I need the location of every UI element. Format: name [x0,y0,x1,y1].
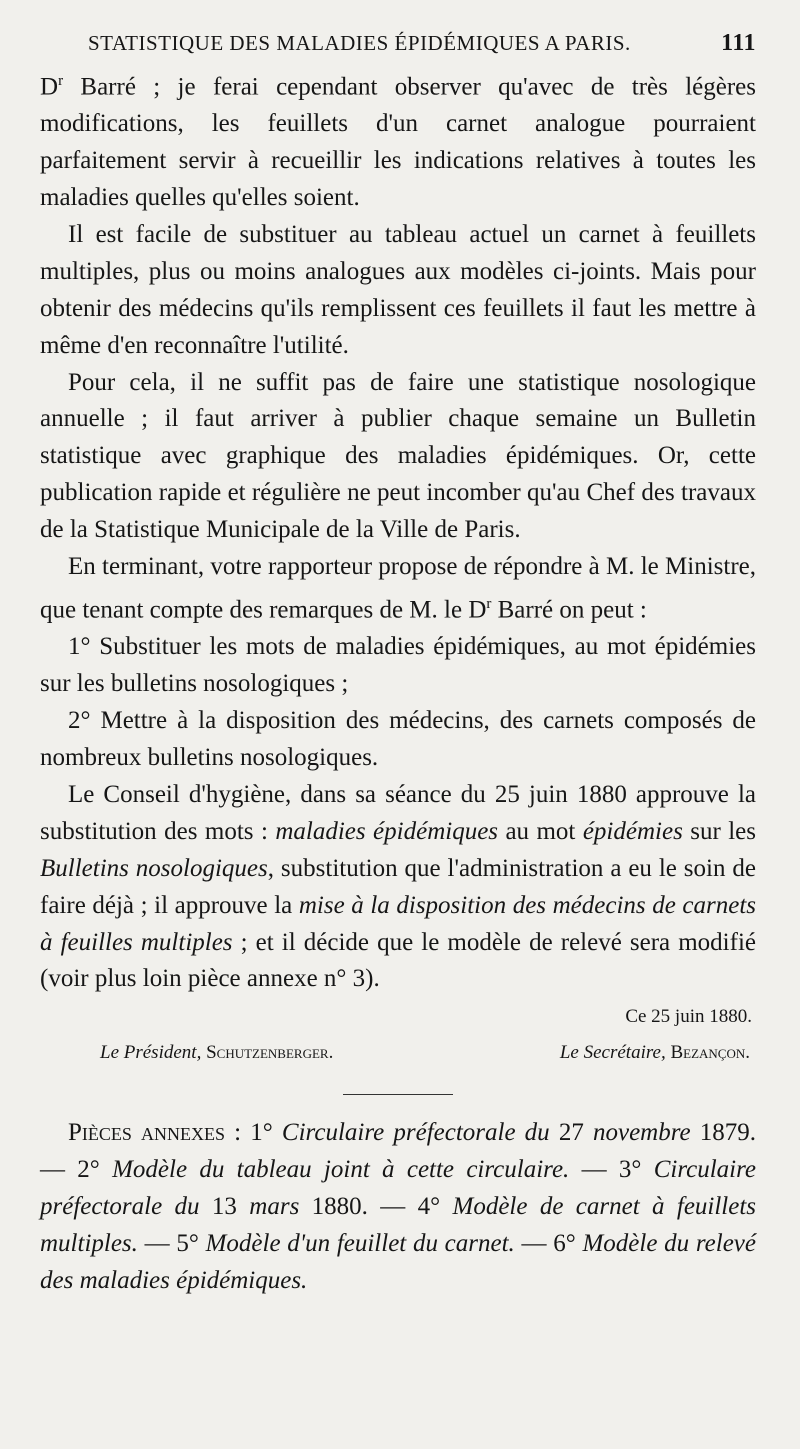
doctor-abbrev-sup: r [486,596,492,613]
council-c: sur les [682,817,756,845]
annex-3-year: 1880. — 4° [299,1193,453,1221]
secretary-name: Bezançon. [670,1042,750,1064]
doctor-abbrev: D [40,73,59,101]
paragraph-1-text: Barré ; je ferai cependant observer qu'avec de très légères modifications, les feuillets d'un carnet analogue pourraient parfaitement servir à recueillir les indications relatives à toutes les maladies quelles qu'elles soient. [40,73,756,212]
annex-1-year: 1879. — 2° [40,1119,757,1184]
signature-line [100,1038,750,1068]
council-italic-1: maladies épidémiques [275,817,499,845]
council-e: ; et il décide que le modèle de relevé sera modifié (voir plus loin pièce annexe n° 3). [40,928,756,993]
paragraph-4 [40,549,756,629]
paragraph-1 [40,63,756,217]
annex-6-title: Modèle du relevé des maladies épidémiques. [40,1230,756,1294]
annex-4-title: Modèle de carnet à feuillets multiples. [40,1193,757,1258]
secretary-signature [560,1038,750,1068]
separator-rule [343,1094,453,1095]
annex-5-title: Modèle d'un feuillet du carnet. [205,1230,515,1258]
council-italic-4: mise à la disposition des médecins de carnets à feuilles multiples [40,891,756,956]
council-italic-3: Bulletins nosologiques [40,854,268,882]
council-d: , substitution que l'administration a eu le soin de faire déjà ; il approuve la [40,854,756,919]
president-label: Le Président, [100,1042,202,1064]
council-italic-2: épidémies [582,817,683,845]
paragraph-4-b: Barré on peut : [491,596,647,624]
body-text [40,63,756,998]
annex-2-title: Modèle du tableau joint à cette circulaire. [112,1156,570,1184]
annex-3-day: 13 [199,1193,250,1221]
paragraph-4-a: En terminant, votre rapporteur propose de répondre à M. le Ministre, que tenant compte des remarques de M. le D [40,553,756,624]
date-line: Ce 25 juin 1880. [625,1006,752,1028]
annex-6-num: — 6° [514,1230,583,1258]
annex-1-title: Circulaire préfectorale du [281,1119,550,1147]
annex-1-day: 27 [549,1119,593,1147]
annexes-sep: : [225,1119,251,1147]
proposal-1: 1° Substituer les mots de maladies épidémiques, au mot épidémies sur les bulletins nosologiques ; [40,633,756,698]
council-b: au mot [498,817,583,845]
council-a: Le Conseil d'hygiène, dans sa séance du 25 juin 1880 approuve la substitution des mots : [40,780,756,845]
running-head [88,30,756,57]
president-signature [100,1038,333,1068]
annex-1-month: novembre [592,1119,691,1147]
council-decision [40,777,756,998]
paragraph-3: Pour cela, il ne suffit pas de faire une statistique nosologique annuelle ; il faut arriver à publier chaque semaine un Bulletin statistique avec graphique des maladies épidémiques. Or, cette publication rapide et régulière ne peut incomber qu'au Chef des travaux de la Statistique Municipale de la Ville de Paris. [40,368,756,544]
annexes-label: Pièces annexes [68,1119,226,1147]
proposal-2: 2° Mettre à la disposition des médecins, des carnets composés de nombreux bulletins nosologiques. [40,707,756,771]
president-name: Schutzenberger. [206,1042,334,1064]
running-head-title: STATISTIQUE DES MALADIES ÉPIDÉMIQUES A PARIS. [88,31,631,55]
annex-3-month: mars [249,1193,300,1221]
annex-3-num: — 3° [569,1156,654,1184]
secretary-label: Le Secrétaire, [559,1042,666,1064]
doctor-abbrev-sup: r [58,73,64,89]
annexes [40,1115,756,1300]
page-number: 111 [721,30,756,56]
annex-3-title: Circulaire préfectorale du [40,1156,757,1221]
paragraph-2: Il est facile de substituer au tableau actuel un carnet à feuillets multiples, plus ou moins analogues aux modèles ci-joints. Mais pour obtenir des médecins qu'ils remplissent ces feuillets il faut les mettre à même d'en reconnaître l'utilité. [40,220,756,359]
annex-1-num: 1° [250,1119,282,1147]
annexes-paragraph [40,1115,756,1300]
annex-5-num: — 5° [137,1230,206,1258]
